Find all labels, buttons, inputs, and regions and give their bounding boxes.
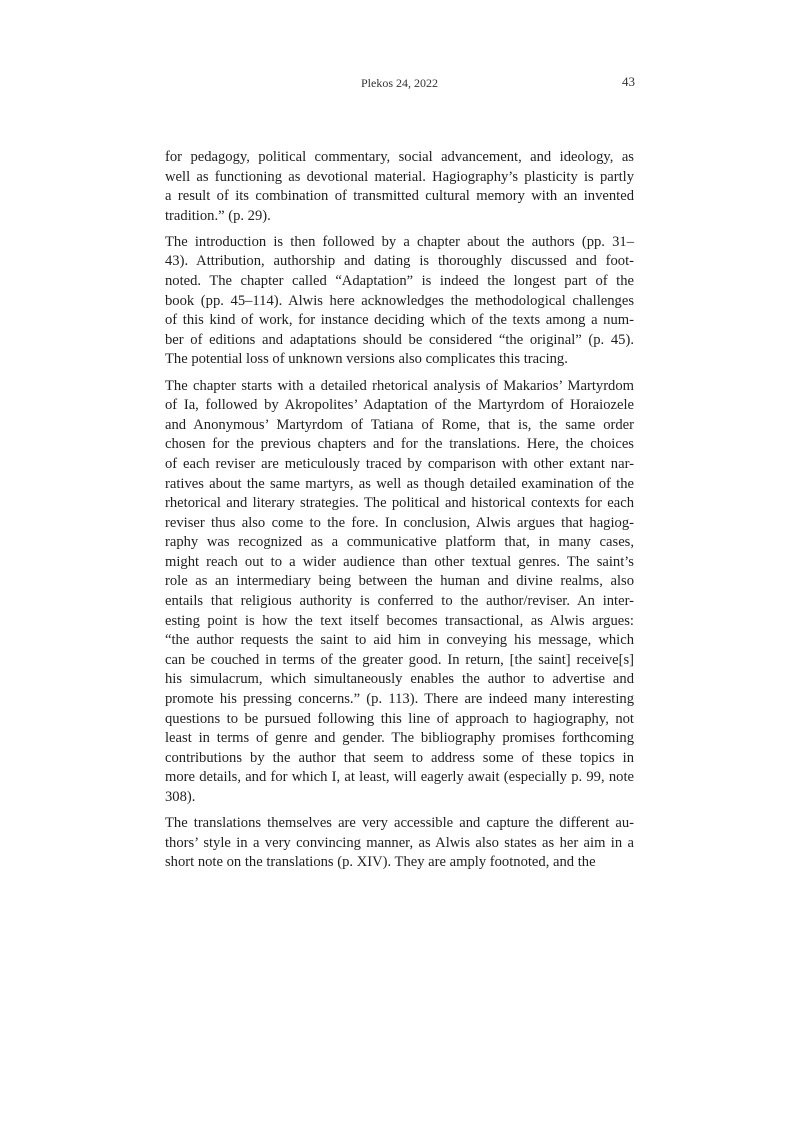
text-line: The chapter starts with a detailed rhetorical analysis of Makarios’ Martyrdom [165,377,634,394]
text-line: a result of its combination of transmitted cultural memory with an invented [165,188,634,205]
text-line: for pedagogy, political commentary, social advancement, and ideology, as [165,149,634,165]
text-line: entails that religious authority is conferred to the author/reviser. An inter- [165,593,634,610]
text-line: promote his pressing concerns.” (p. 113). There are indeed many interesting [165,691,634,708]
text-line: The translations themselves are very accessible and capture the different au- [165,815,634,832]
text-line: questions to be pursued following this line of approach to hagiography, not [165,710,634,727]
text-line: book (pp. 45–114). Alwis here acknowledges the methodological challenges [165,292,634,309]
text-line: more details, and for which I, at least, will eagerly await (especially p. 99, note [165,769,634,786]
text-line: of Ia, followed by Akropolites’ Adaptation of the Martyrdom of Horaiozele [165,397,634,414]
text-line: reviser thus also come to the fore. In conclusion, Alwis argues that hagiog- [165,514,634,531]
running-head: Plekos 24, 2022 [360,76,438,90]
text-line: well as functioning as devotional material. Hagiography’s plasticity is partly [165,168,634,185]
text-line: least in terms of genre and gender. The bibliography promises forthcoming [165,730,634,747]
text-line: contributions by the author that seem to address some of these topics in [165,749,634,766]
text-line: chosen for the previous chapters and for the translations. Here, the choices [165,436,634,453]
page-number: 43 [622,74,635,89]
text-line: of this kind of work, for instance deciding which of the texts among a num- [165,312,634,329]
paragraph [165,148,634,226]
text-line: of each reviser are meticulously traced by comparison with other extant nar- [165,455,634,472]
text-line: noted. The chapter called “Adaptation” is indeed the longest part of the [165,273,634,290]
text-line: The introduction is then followed by a chapter about the authors (pp. 31– [165,233,634,250]
text-line: esting point is how the text itself becomes transactional, as Alwis argues: [165,612,634,629]
text-line: The potential loss of unknown versions also complicates this tracing. [165,351,568,368]
text-line: thors’ style in a very convincing manner, as Alwis also states as her aim in a [165,834,634,851]
paragraph [165,814,634,873]
text-line: might reach out to a wider audience than other textual genres. The saint’s [165,553,634,570]
paragraph [165,377,634,808]
text-line: “the author requests the saint to aid him in conveying his message, which [165,632,634,649]
text-line: role as an intermediary being between the human and divine realms, also [165,573,634,590]
text-line: 308). [165,789,196,805]
text-line: tradition.” (p. 29). [165,207,271,224]
text-line: raphy was recognized as a communicative platform that, in many cases, [165,534,634,551]
text-line: can be couched in terms of the greater good. In return, [the saint] receive[s] [165,651,634,668]
text-line: and Anonymous’ Martyrdom of Tatiana of Rome, that is, the same order [165,416,634,433]
paragraph [165,233,634,370]
text-line: ratives about the same martyrs, as well as though detailed examination of the [165,475,634,492]
body-text [165,148,634,879]
text-line: 43). Attribution, authorship and dating is thoroughly discussed and foot- [165,253,634,270]
text-line: ber of editions and adaptations should be considered “the original” (p. 45). [165,331,634,348]
text-line: short note on the translations (p. XIV). They are amply footnoted, and the [165,854,596,871]
text-line: rhetorical and literary strategies. The political and historical contexts for each [165,495,634,512]
text-line: his simulacrum, which simultaneously enables the author to advertise and [165,671,634,688]
